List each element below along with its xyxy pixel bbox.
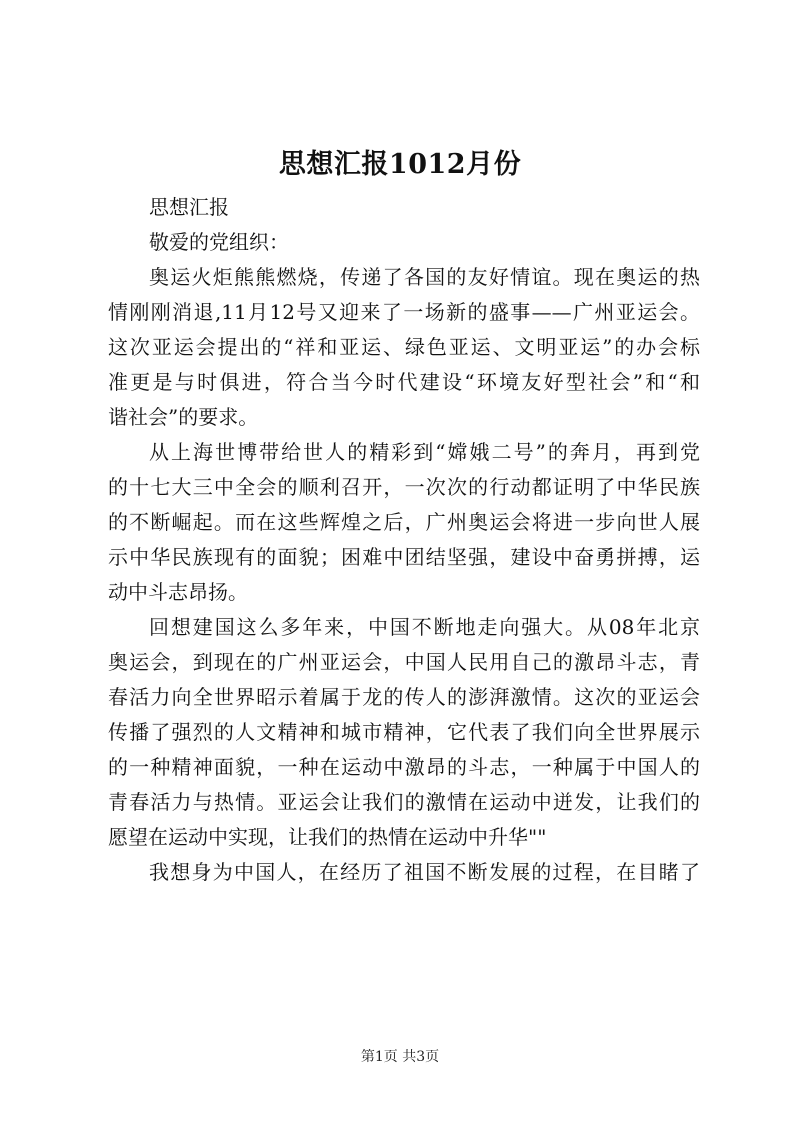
text-line: 准更是与时俱进，符合当今时代建设“环境友好型社会”和“和	[108, 370, 700, 394]
text-line: 的十七大三中全会的顺利召开，一次次的行动都证明了中华民族	[108, 475, 700, 499]
text-line: 我想身为中国人，在经历了祖国不断发展的过程，在目睹了	[149, 860, 700, 884]
text-line: 传播了强烈的人文精神和城市精神，它代表了我们向全世界展示	[108, 720, 700, 744]
text-line: 示中华民族现有的面貌；困难中团结坚强，建设中奋勇拼搏，运	[108, 545, 700, 569]
text-line: 思想汇报	[149, 195, 229, 219]
text-line: 青春活力与热情。亚运会让我们的激情在运动中迸发，让我们的	[108, 790, 700, 814]
text-line: 动中斗志昂扬。	[108, 580, 248, 604]
text-line: 谐社会”的要求。	[108, 405, 259, 429]
text-line: 春活力向全世界昭示着属于龙的传人的澎湃激情。这次的亚运会	[108, 685, 700, 709]
text-line: 奥运会，到现在的广州亚运会，中国人民用自己的激昂斗志，青	[108, 650, 700, 674]
page-footer: 第1页 共3页	[360, 1049, 440, 1065]
text-line: 回想建国这么多年来，中国不断地走向强大。从08年北京	[149, 615, 700, 639]
document-title: 思想汇报1012月份	[278, 149, 522, 180]
text-line: 敬爱的党组织：	[149, 230, 289, 254]
text-line: 愿望在运动中实现，让我们的热情在运动中升华""	[108, 825, 547, 849]
text-line: 的不断崛起。而在这些辉煌之后，广州奥运会将进一步向世人展	[108, 510, 700, 534]
text-line: 从上海世博带给世人的精彩到“嫦娥二号”的奔月，再到党	[149, 440, 700, 464]
text-line: 奥运火炬熊熊燃烧，传递了各国的友好情谊。现在奥运的热	[149, 265, 700, 289]
text-line: 情刚刚消退,11月12号又迎来了一场新的盛事——广州亚运会。	[108, 300, 700, 324]
document-body	[108, 190, 700, 890]
text-line: 的一种精神面貌，一种在运动中激昂的斗志，一种属于中国人的	[108, 755, 700, 779]
text-line: 这次亚运会提出的“祥和亚运、绿色亚运、文明亚运”的办会标	[108, 335, 700, 359]
